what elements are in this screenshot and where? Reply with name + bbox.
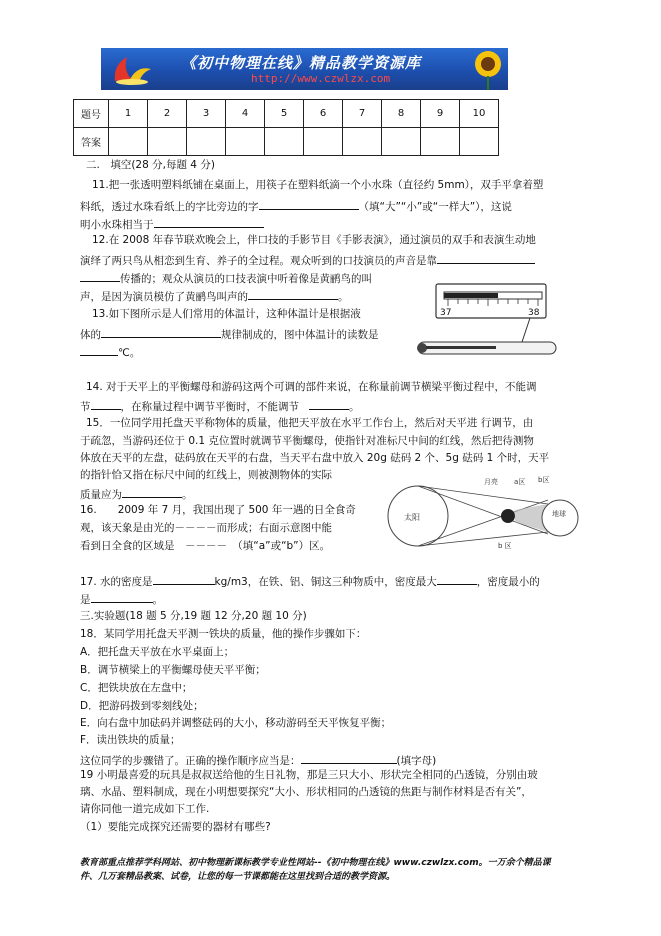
answer-blank[interactable] [80, 343, 118, 356]
question-text [80, 325, 379, 342]
footer-line: 件、几万套精品教案、试卷，让您的每一节课都能在这里找到合适的教学资源。 [80, 872, 396, 882]
table-cell: 8 [382, 100, 421, 128]
question-text: 规律制成的，图中体温计的读数是 [221, 329, 379, 341]
question-text: 声，是因为演员模仿了黄鹂鸟叫声的 。 [80, 287, 349, 304]
table-header-cell: 题号 [74, 100, 109, 128]
answer-cell[interactable] [343, 128, 382, 156]
answer-blank[interactable] [122, 485, 182, 498]
list-item: F．读出铁块的质量； [80, 734, 181, 746]
thermometer-mercury [426, 346, 496, 349]
question-text [80, 572, 540, 589]
answer-blank[interactable] [91, 397, 121, 410]
question-text: 声，是因为演员模仿了黄鹂鸟叫声的 [80, 291, 248, 303]
question-text: 明小水珠相当于 [80, 219, 154, 231]
answer-blank[interactable] [80, 269, 120, 282]
question-text: 是 。 [80, 590, 163, 607]
answer-blank[interactable] [154, 215, 264, 228]
question-text: 体放在天平的左盘，砝码放在天平的右盘，当天平右盘中放入 20g 砝码 2 个、5g 砝码 1 个时，天平 [80, 452, 550, 464]
question-text: 这位同学的步骤错了。正确的操作顺序应当是： [80, 755, 301, 767]
table-cell: 9 [421, 100, 460, 128]
answer-blank[interactable] [437, 572, 477, 585]
answer-blank[interactable] [91, 590, 153, 603]
thermometer-label-38: 38 [528, 308, 540, 318]
label-sun: 太阳 [404, 513, 420, 522]
logo-icon [107, 51, 157, 87]
list-item: D．把游码拨到零刻线处； [80, 700, 204, 712]
question-text: 的指针恰又指在标尺中间的红线上，则被测物体的实际 [80, 469, 332, 481]
question-text: 传播的；观众从演员的口技表演中听着像是黄鹂鸟的叫 [120, 273, 372, 285]
section-heading: 二. 填空(28 分,每题 4 分) [86, 159, 215, 171]
table-cell: 2 [148, 100, 187, 128]
label-earth: 地球 [552, 510, 566, 518]
question-text [80, 343, 140, 360]
banner-title: 《初中物理在线》精品教学资源库 [181, 54, 422, 72]
question-text: 请你同他一道完成如下工作. [80, 803, 210, 815]
thermometer-figure [410, 282, 560, 362]
question-text: ℃。 [118, 347, 141, 359]
question-text: ，密度最小的 [476, 576, 540, 588]
answer-cell[interactable] [460, 128, 499, 156]
question-text: 15．一位同学用托盘天平称物体的质量，他把天平放在水平工作台上，然后对天平进 行调节，由 [86, 417, 534, 429]
question-text: 是 [80, 594, 91, 606]
question-text: 节 ，在称量过程中调节平衡时，不能调节 。 [80, 397, 360, 414]
table-cell: 6 [304, 100, 343, 128]
question-text [80, 251, 535, 268]
question-text: （1）要能完成探究还需要的器材有哪些? [80, 821, 271, 833]
label-b-bottom: b 区 [498, 542, 512, 550]
list-item: E．向右盘中加砝码并调整砝码的大小，移动游码至天平恢复平衡； [80, 717, 392, 729]
table-row [74, 128, 499, 156]
moon-icon [501, 509, 515, 523]
table-cell: 10 [460, 100, 499, 128]
earth-icon [542, 500, 578, 536]
answer-cell[interactable] [382, 128, 421, 156]
question-text [80, 215, 264, 232]
table-cell: 4 [226, 100, 265, 128]
question-text: 料纸，透过水珠看纸上的字比旁边的字 [80, 201, 259, 213]
table-row [74, 100, 499, 128]
question-text: 19 小明最喜爱的玩具是叔叔送给他的生日礼物，那是三只大小、形状完全相同的凸透镜，分别由玻 [80, 769, 538, 781]
answer-blank[interactable] [259, 197, 359, 210]
question-text: 11.把一张透明塑料纸铺在桌面上，用筷子在塑料纸滴一个小水珠（直径约 5mm），双手平拿着塑 [92, 179, 544, 191]
question-text: 观，该天象是由光的－－－－而形成；右面示意图中能 [80, 522, 332, 534]
question-text: 于疏忽，当游码还位于 0.1 克位置时就调节平衡螺母，使指针对准标尺中间的红线，然后把待测物 [80, 435, 534, 447]
header-banner [101, 48, 508, 90]
question-text: 12.在 2008 年春节联欢晚会上，伴口技的手影节目《手影表演》，通过演员的双手和表演生动地 [92, 234, 536, 246]
answer-blank[interactable] [101, 325, 221, 338]
answer-cell[interactable] [148, 128, 187, 156]
answer-cell[interactable] [265, 128, 304, 156]
label-b-top: b区 [538, 476, 550, 484]
answer-blank[interactable] [309, 397, 349, 410]
question-text: 节 [80, 401, 91, 413]
question-text: （填“大”“小”或“一样大”），这说 [358, 201, 512, 213]
sunflower-icon [470, 48, 506, 90]
footer-line: 教育部重点推荐学科网站、初中物理新课标教学专业性网站--《初中物理在线》www.czwlzx.com。一万余个精品课 [80, 858, 551, 868]
table-header-cell: 答案 [74, 128, 109, 156]
list-item: B．调节横梁上的平衡螺母使天平平衡； [80, 664, 266, 676]
eclipse-diagram [380, 474, 580, 552]
question-text: 14. 对于天平上的平衡螺母和游码这两个可调的部件来说，在称量前调节横梁平衡过程中，不能调 [86, 381, 537, 393]
question-text: 体的 [80, 329, 101, 341]
banner-url[interactable]: http://www.czwlzx.com [251, 72, 391, 85]
question-text: 璃、水晶、塑料制成，现在小明想要探究“大小、形状相同的凸透镜的焦距与制作材料是否有关”， [80, 786, 532, 798]
table-cell: 1 [109, 100, 148, 128]
question-text: 16. 2009 年 7 月，我国出现了 500 年一遇的日全食奇 [80, 504, 356, 516]
question-text: 演绎了两只鸟从相恋到生育、养子的全过程。观众听到的口技演员的声音是靠 [80, 255, 437, 267]
question-text: 18．某同学用托盘天平测一铁块的质量，他的操作步骤如下： [80, 628, 367, 640]
table-cell: 5 [265, 100, 304, 128]
question-text [80, 197, 512, 214]
question-text: kg/m3，在铁、铝、铜这三种物质中，密度最大 [214, 576, 437, 588]
answer-cell[interactable] [187, 128, 226, 156]
thermometer-bulb [417, 343, 427, 353]
list-item: A．把托盘天平放在水平桌面上； [80, 646, 235, 658]
answer-cell[interactable] [226, 128, 265, 156]
table-cell: 7 [343, 100, 382, 128]
question-text: 质量应为 。 [80, 485, 193, 502]
label-a: a区 [514, 478, 526, 486]
answer-table [73, 99, 499, 156]
mercury-column [444, 293, 498, 298]
answer-blank[interactable] [437, 251, 535, 264]
pointer-line [522, 318, 530, 342]
question-text [80, 751, 436, 768]
answer-cell[interactable] [304, 128, 343, 156]
question-text: ，在称量过程中调节平衡时，不能调节 [120, 401, 299, 413]
thermometer-label-37: 37 [440, 308, 452, 318]
answer-blank[interactable] [248, 287, 338, 300]
page-footer [80, 856, 600, 884]
section-heading: 三.实验题(18 题 5 分,19 题 12 分,20 题 10 分) [80, 610, 307, 622]
table-cell: 3 [187, 100, 226, 128]
question-text: 质量应为 [80, 489, 122, 501]
label-moon: 月亮 [484, 478, 498, 486]
answer-blank[interactable] [301, 751, 397, 764]
question-text: 17. 水的密度是 [80, 576, 153, 588]
question-text [80, 269, 372, 286]
answer-blank[interactable] [153, 572, 215, 585]
question-text: 看到日全食的区域是 －－－－ （填“a”或“b”）区。 [80, 540, 331, 552]
list-item: C．把铁块放在左盘中； [80, 682, 193, 694]
question-text: 13.如下图所示是人们常用的体温计，这种体温计是根据液 [92, 308, 361, 320]
answer-cell[interactable] [421, 128, 460, 156]
answer-cell[interactable] [109, 128, 148, 156]
question-text: (填字母) [396, 755, 437, 767]
